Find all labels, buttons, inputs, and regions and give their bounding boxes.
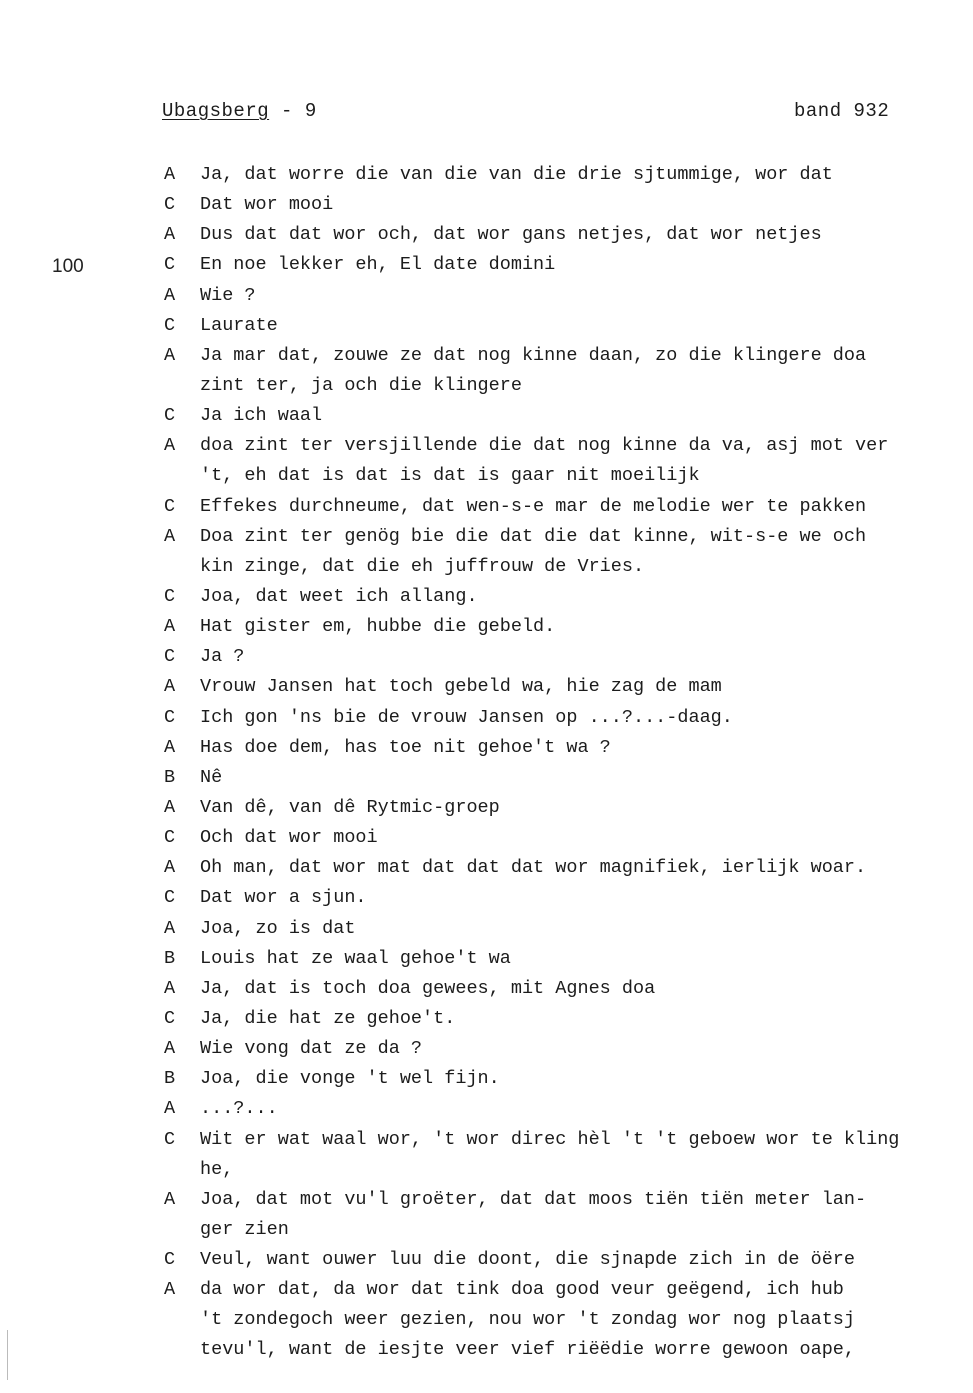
transcript-turn: [164, 341, 973, 401]
transcript-turn: [164, 250, 973, 280]
utterance: [200, 642, 973, 672]
utterance: [200, 944, 973, 974]
utterance-line: Has doe dem, has toe nit gehoe't wa ?: [200, 736, 611, 758]
speaker-label: A: [164, 164, 176, 185]
speaker-label: A: [164, 857, 176, 879]
transcript-turn: [164, 492, 973, 522]
utterance-line: Dat wor a sjun.: [200, 887, 367, 909]
speaker-label: C: [164, 706, 176, 728]
utterance-line: Ja, die hat ze gehoe't.: [200, 1007, 456, 1029]
utterance: [200, 160, 973, 190]
speaker-label: C: [164, 1128, 176, 1150]
margin-mark: [7, 1330, 8, 1380]
utterance: [200, 431, 973, 491]
utterance: [200, 220, 973, 250]
speaker-label: C: [164, 585, 176, 607]
utterance: [200, 1275, 973, 1365]
utterance-line: Ja ich waal: [200, 405, 323, 427]
transcript-turn: [164, 793, 973, 823]
transcript-turn: [164, 522, 973, 582]
utterance-line: Hat gister em, hubbe die gebeld.: [200, 616, 556, 638]
transcript-turn: [164, 311, 973, 341]
speaker-label: A: [164, 525, 176, 547]
utterance-line: Joa, die vonge 't wel fijn.: [200, 1068, 500, 1090]
margin-line-number: 100: [52, 256, 84, 277]
utterance: [200, 582, 973, 612]
transcript-turn: [164, 642, 973, 672]
utterance: [200, 703, 973, 733]
utterance: [200, 522, 973, 582]
utterance-line: Louis hat ze waal gehoe't wa: [200, 947, 511, 969]
utterance-line: Ja mar dat, zouwe ze dat nog kinne daan, zo die klingere doa: [200, 344, 867, 366]
utterance-line: Dat wor mooi: [200, 194, 334, 216]
utterance: [200, 311, 973, 341]
utterance: [200, 250, 973, 280]
speaker-label: A: [164, 1038, 176, 1060]
utterance: [200, 190, 973, 220]
utterance-line: Och dat wor mooi: [200, 827, 378, 849]
utterance-line: Ja ?: [200, 646, 245, 668]
transcript-turn: [164, 1245, 973, 1275]
transcript-turn: [164, 612, 973, 642]
speaker-label: C: [164, 405, 176, 427]
transcript-turn: [164, 883, 973, 913]
utterance-line: Van dê, van dê Rytmic-groep: [200, 796, 500, 818]
transcript-turn: [164, 974, 973, 1004]
utterance-line: kin zinge, dat die eh juffrouw de Vries.: [200, 555, 645, 577]
speaker-label: C: [164, 194, 176, 216]
utterance-line: Effekes durchneume, dat wen-s-e mar de melodie wer te pakken: [200, 495, 867, 517]
document-title: Ubagsberg: [162, 100, 270, 122]
utterance-line: En noe lekker eh, El date domini: [200, 254, 556, 276]
utterance: [200, 763, 973, 793]
utterance: [200, 853, 973, 883]
speaker-label: A: [164, 1098, 176, 1120]
utterance: [200, 733, 973, 763]
utterance-line: Wit er wat waal wor, 't wor direc hèl 't 't geboew wor te kling: [200, 1128, 900, 1150]
transcript-turn: [164, 1004, 973, 1034]
utterance: [200, 883, 973, 913]
utterance: [200, 1125, 973, 1185]
utterance-line: da wor dat, da wor dat tink doa good veur geëgend, ich hub: [200, 1279, 844, 1301]
transcript-turn: [164, 944, 973, 974]
transcript-turn: [164, 582, 973, 612]
speaker-label: A: [164, 1188, 176, 1210]
transcript-turn: [164, 1034, 973, 1064]
transcript-turn: [164, 1185, 973, 1245]
transcript-turn: [164, 281, 973, 311]
page-header-title: [162, 100, 317, 122]
transcript-turn: [164, 672, 973, 702]
utterance-line: Dus dat dat wor och, dat wor gans netjes, dat wor netjes: [200, 224, 822, 246]
utterance-line: Doa zint ter genög bie die dat die dat kinne, wit-s-e we och: [200, 525, 867, 547]
page-number: - 9: [269, 100, 317, 122]
utterance-line: 't, eh dat is dat is dat is gaar nit moeilijk: [200, 465, 700, 487]
utterance: [200, 492, 973, 522]
transcript-turn: [164, 401, 973, 431]
utterance-line: Veul, want ouwer luu die doont, die sjnapde zich in de öëre: [200, 1249, 856, 1271]
utterance-line: he,: [200, 1158, 234, 1180]
utterance: [200, 341, 973, 401]
utterance: [200, 1185, 973, 1245]
utterance: [200, 672, 973, 702]
transcript-turn: [164, 733, 973, 763]
utterance: [200, 1094, 973, 1124]
speaker-label: A: [164, 917, 176, 939]
utterance: [200, 1034, 973, 1064]
transcript: [164, 160, 973, 1366]
utterance-line: Nê: [200, 766, 223, 788]
transcript-turn: [164, 914, 973, 944]
band-number: band 932: [794, 100, 890, 122]
transcript-turn: [164, 703, 973, 733]
speaker-label: A: [164, 736, 176, 758]
utterance: [200, 1004, 973, 1034]
utterance: [200, 1064, 973, 1094]
utterance-line: Joa, zo is dat: [200, 917, 356, 939]
speaker-label: B: [164, 1068, 176, 1090]
speaker-label: C: [164, 887, 176, 909]
speaker-label: A: [164, 435, 176, 457]
utterance: [200, 401, 973, 431]
speaker-label: C: [164, 646, 176, 668]
transcript-turn: [164, 823, 973, 853]
speaker-label: C: [164, 314, 176, 336]
utterance-line: zint ter, ja och die klingere: [200, 374, 522, 396]
speaker-label: C: [164, 495, 176, 517]
utterance: [200, 914, 973, 944]
speaker-label: A: [164, 796, 176, 818]
transcript-turn: [164, 1064, 973, 1094]
utterance: [200, 1245, 973, 1275]
utterance-line: Joa, dat weet ich allang.: [200, 585, 478, 607]
speaker-label: A: [164, 284, 176, 306]
transcript-turn: [164, 431, 973, 491]
utterance-line: Laurate: [200, 314, 278, 336]
transcript-turn: [164, 1125, 973, 1185]
utterance: [200, 823, 973, 853]
speaker-label: C: [164, 1249, 176, 1271]
utterance-line: Ich gon 'ns bie de vrouw Jansen op ...?...-daag.: [200, 706, 733, 728]
utterance-line: 't zondegoch weer gezien, nou wor 't zondag wor nog plaatsj: [200, 1309, 856, 1331]
speaker-label: A: [164, 344, 176, 366]
transcript-turn: [164, 220, 973, 250]
utterance: [200, 281, 973, 311]
utterance-line: doa zint ter versjillende die dat nog kinne da va, asj mot ver: [200, 435, 889, 457]
speaker-label: A: [164, 977, 176, 999]
utterance-line: Vrouw Jansen hat toch gebeld wa, hie zag de mam: [200, 676, 722, 698]
transcript-turn: [164, 160, 973, 190]
speaker-label: A: [164, 616, 176, 638]
speaker-label: A: [164, 676, 176, 698]
utterance-line: Wie ?: [200, 284, 256, 306]
speaker-label: C: [164, 827, 176, 849]
utterance-line: Oh man, dat wor mat dat dat dat wor magnifiek, ierlijk woar.: [200, 857, 867, 879]
speaker-label: B: [164, 947, 176, 969]
transcript-turn: [164, 190, 973, 220]
transcript-turn: [164, 853, 973, 883]
speaker-label: A: [164, 224, 176, 246]
utterance-line: Joa, dat mot vu'l groëter, dat dat moos tiën tiën meter lan-: [200, 1188, 867, 1210]
utterance-line: ger zien: [200, 1218, 289, 1240]
utterance-line: Ja, dat worre die van die van die drie sjtummige, wor dat: [200, 164, 833, 185]
utterance-line: ...?...: [200, 1098, 278, 1120]
utterance: [200, 793, 973, 823]
speaker-label: C: [164, 254, 176, 276]
speaker-label: C: [164, 1007, 176, 1029]
utterance-line: tevu'l, want de iesjte veer vief riëëdie worre gewoon oape,: [200, 1339, 856, 1361]
utterance-line: Wie vong dat ze da ?: [200, 1038, 423, 1060]
transcript-turn: [164, 763, 973, 793]
transcript-turn: [164, 1094, 973, 1124]
utterance: [200, 974, 973, 1004]
utterance: [200, 612, 973, 642]
transcript-turn: [164, 1275, 973, 1365]
utterance-line: Ja, dat is toch doa gewees, mit Agnes doa: [200, 977, 656, 999]
speaker-label: A: [164, 1279, 176, 1301]
speaker-label: B: [164, 766, 176, 788]
